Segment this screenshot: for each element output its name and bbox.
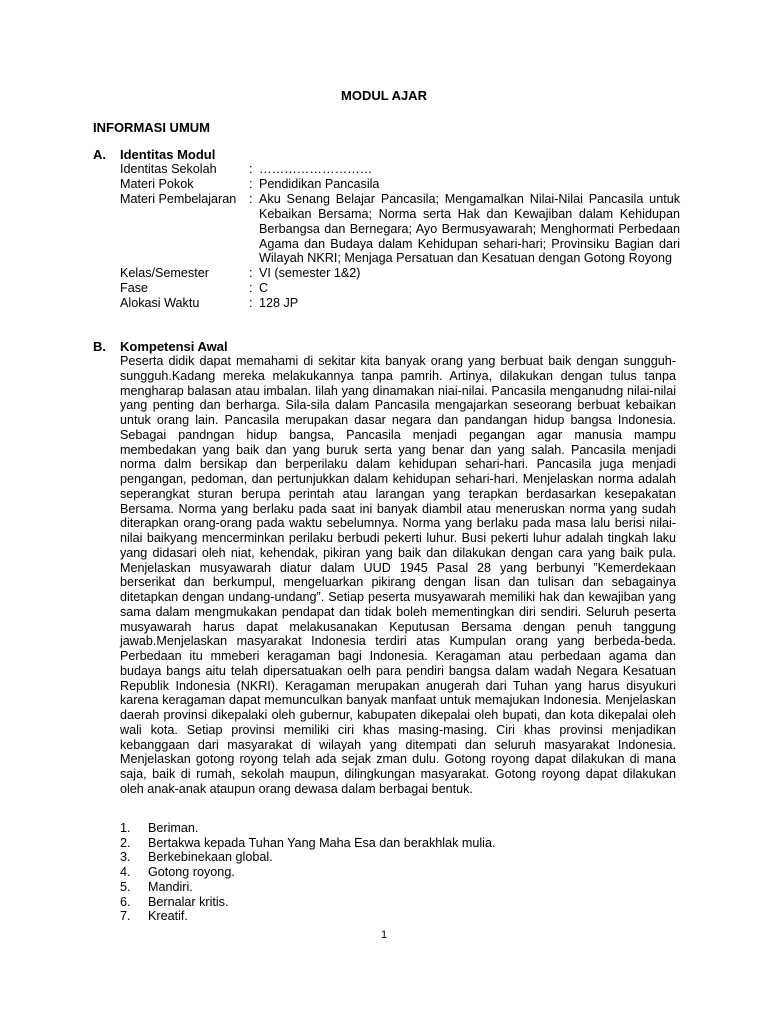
- identity-row-alokasi-waktu: [120, 296, 680, 311]
- list-item-text: Beriman.: [148, 821, 199, 835]
- identity-colon: :: [249, 176, 253, 191]
- list-item: [120, 895, 676, 910]
- list-item-text: Gotong royong.: [148, 865, 235, 880]
- list-item-number: 1.: [120, 821, 131, 835]
- identity-label: Kelas/Semester: [120, 266, 209, 281]
- identity-colon: :: [249, 281, 253, 296]
- list-item-number: 3.: [120, 850, 131, 865]
- pancasila-profile-list: [120, 821, 676, 924]
- identity-label: Fase: [120, 281, 148, 296]
- identity-colon: :: [249, 266, 253, 281]
- identity-value: ………………………: [259, 162, 373, 176]
- identity-row-materi-pembelajaran: [120, 192, 680, 267]
- section-b-letter: B.: [93, 339, 106, 354]
- kompetensi-awal-paragraph: Peserta didik dapat memahami di sekitar kita banyak orang yang berbuat baik dengan sungguh-sungguh.Kadang mereka melakukannya tanpa pamrih. Artinya, dilakukan dengan tulus tanpa mengharap balasan atau imbalan. Iilah yang dinamakan niai-nilai. Pancasila menganudng nilai-nilai yang penting dan berharga. Sila-sila dalam Pancasila mengajarkan seseorang berbuat kebaikan untuk orang lain. Pancasila merupakan dasar negara dan pandangan hidup bangsa Indonesia. Sebagai pandngan hidup bangsa, Pancasila menjadi pegangan agar manusia mampu membedakan yang baik dan yang buruk serta yang benar dan yang salah. Pancasila menjadi norma dalm bersikap dan berperilaku dalam kehidupan sehari-hari. Pancasila juga menjadi pengangan, pedoman, dan pertunjukkan dalam kehidupan sehari-hari. Menjelaskan norma adalah seperangkat sturan berupa perintah atau larangan yang terapkan berdasarkan kesepakatan Bersama. Norma yang berlaku pada saat ini banyak diambil atau meneruskan norma yang sudah diterapkan orang-orang pada waktu sebelumnya. Norma yang berlaku pada masa lalu berisi nilai-nilai baikyang mencerminkan perilaku berbudi pekerti luhur. Busi pekerti luhur adalah tingkah laku yang didasari oleh niat, kehendak, pikiran yang baik dan dilakukan dengan cara yang baik pula. Menjelaskan musyawarah diatur dalam UUD 1945 Pasal 28 yang berbunyi ”Kemerdekaan berserikat dan berkumpul, mengeluarkan pikirang dengan lisan dan tulisan dan sebagainya ditetapkan dengan undang-undang”. Setiap peserta musyawarah memiliki hak dan kewajiban yang sama dalam mengmukakan pendapat dan tidak boleh mementingkan diri sendiri. Seluruh peserta musyawarah harus dapat melakusanakan Keputusan Bersama dengan penuh tanggung jawab.Menjelaskan masyarakat Indonesia terdiri atas Kumpulan orang yang berbeda-beda. Perbedaan itu mmeberi keragaman bagi Indonesia. Keragaman atau perbedaan agama dan budaya bangs aitu telah dipersatuakan oelh para pendiri bangsa dalam wadah Negara Kesatuan Republik Indonesia (NKRI). Keragaman merupakan anugerah dari Tuhan yang harus disyukuri karena keragaman dapat memunculkan banyak manfaat untuk memajukan Indonesia. Menjelaskan daerah provinsi dikepalaki oleh gubernur, kabupaten dikepalai oleh bupati, dan kota dikepalai oleh wali kota. Setiap provinsi memiliki ciri khas masing-masing. Ciri khas provinsi menjadikan kebanggaan dari masyarakat di wilayah yang ditempati dan seluruh masyarakat Indonesia. Menjelaskan gotong royong telah ada sejak zman dulu. Gotong royong dapat dilakukan di mana saja, baik di rumah, sekolah maupun, dilingkungan masyarakat. Gotong royong dapat dilakukan oleh anak-anak ataupun orang dewasa dalam berbagai bentuk.: [120, 354, 676, 796]
- list-item: [120, 909, 676, 924]
- section-heading-informasi-umum: INFORMASI UMUM: [93, 120, 210, 135]
- page-number: 1: [380, 929, 388, 941]
- section-a-letter: A.: [93, 147, 106, 162]
- identity-row-kelas-semester: [120, 266, 680, 281]
- list-item-number: 2.: [120, 835, 131, 850]
- list-item-text: Mandiri.: [148, 879, 193, 894]
- list-item-number: 6.: [120, 894, 131, 909]
- identity-row-materi-pokok: [120, 177, 680, 192]
- list-item: [120, 850, 676, 865]
- identity-label: Materi Pembelajaran: [120, 191, 237, 206]
- identity-value: Pendidikan Pancasila: [259, 176, 380, 191]
- identity-table: [120, 162, 680, 311]
- list-item-number: 7.: [120, 909, 131, 924]
- list-item-number: 4.: [120, 865, 131, 880]
- list-item-number: 5.: [120, 879, 131, 894]
- identity-value: VI (semester 1&2): [259, 266, 361, 281]
- list-item: [120, 836, 676, 851]
- identity-row-school: [120, 162, 680, 177]
- identity-value: Aku Senang Belajar Pancasila; Mengamalkan Nilai-Nilai Pancasila untuk Kebaikan Bersama; Norma serta Hak dan Kewajiban dalam Kehidupan Berbangsa dan Bernegara; Ayo Bermusyawarah; Menghormati Perbedaan Agama dan Budaya dalam Kehidupan sehari-hari; Provinsiku Bagian dari Wilayah NKRI; Menjaga Persatuan dan Kesatuan dengan Gotong Royong: [259, 191, 680, 266]
- list-item: [120, 865, 676, 880]
- identity-row-fase: [120, 281, 680, 296]
- identity-label: Materi Pokok: [120, 176, 194, 191]
- list-item-text: Bertakwa kepada Tuhan Yang Maha Esa dan berakhlak mulia.: [148, 835, 496, 850]
- list-item: [120, 880, 676, 895]
- identity-colon: :: [249, 162, 253, 176]
- identity-value: 128 JP: [259, 296, 299, 311]
- document-title: MODUL AJAR: [341, 88, 427, 103]
- identity-label: Identitas Sekolah: [120, 162, 217, 176]
- identity-label: Alokasi Waktu: [120, 296, 200, 311]
- list-item-text: Kreatif.: [148, 909, 188, 924]
- list-item: [120, 821, 676, 836]
- section-a-title: Identitas Modul: [120, 147, 216, 162]
- identity-colon: :: [249, 191, 253, 206]
- section-b-title: Kompetensi Awal: [120, 339, 228, 354]
- identity-colon: :: [249, 296, 253, 311]
- identity-value: C: [259, 281, 269, 296]
- list-item-text: Berkebinekaan global.: [148, 850, 273, 865]
- list-item-text: Bernalar kritis.: [148, 894, 229, 909]
